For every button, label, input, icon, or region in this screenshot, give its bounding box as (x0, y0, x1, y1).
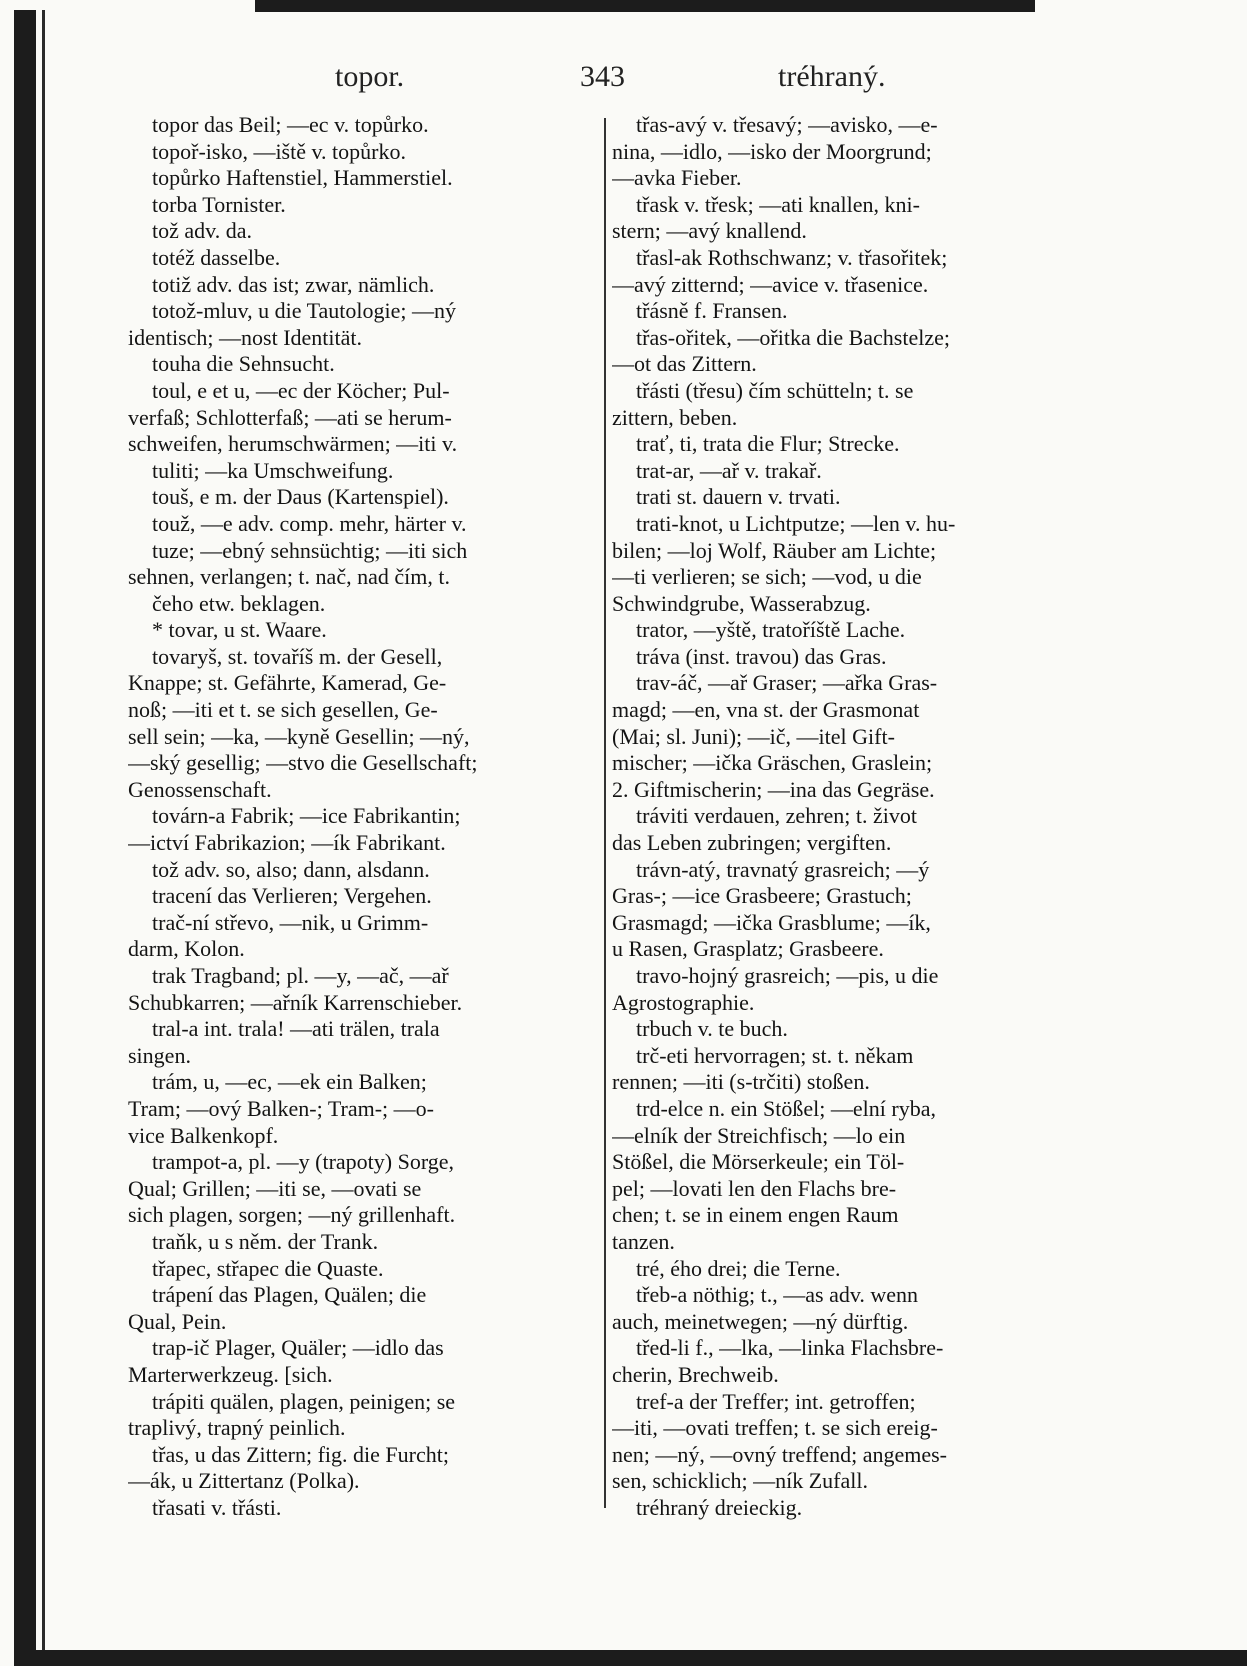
entry-line: Schwindgrube, Wasserabzug. (612, 590, 871, 616)
entry-line: topoř-isko, —iště v. topůrko. (152, 138, 406, 164)
entry-line: tré, ého drei; die Terne. (636, 1255, 841, 1281)
header-right-word: tréhraný. (778, 60, 886, 93)
entry-line: třas-avý v. třesavý; —avisko, —e- (636, 112, 938, 137)
entry-line: trati st. dauern v. trvati. (636, 484, 841, 510)
entry-line: magd; —en, vna st. der Grasmonat (612, 697, 920, 723)
entry-line: tanzen. (612, 1228, 675, 1254)
entry-line: třasl-ak Rothschwanz; v. třasořitek; (636, 244, 948, 270)
entry-line: identisch; —nost Identität. (128, 324, 363, 350)
entry-line: Genossenschaft. (128, 776, 272, 802)
entry-line: —avý zitternd; —avice v. třasenice. (612, 271, 929, 297)
entry-line: trator, —yště, tratoříště Lache. (636, 617, 906, 643)
entry-line: trávn-atý, travnatý grasreich; —ý (636, 856, 930, 882)
entry-line: bilen; —loj Wolf, Räuber am Lichte; (612, 537, 937, 563)
entry-line: —ictví Fabrikazion; —ík Fabrikant. (128, 830, 446, 856)
entry-line: —ti verlieren; se sich; —vod, u die (612, 564, 922, 590)
entry-line: totéž dasselbe. (152, 244, 281, 270)
entry-line: trav-áč, —ař Graser; —ařka Gras- (636, 670, 938, 696)
entry-line: Grasmagd; —ička Grasblume; —ík, (612, 909, 931, 935)
entry-line: Qual, Pein. (128, 1308, 227, 1334)
entry-line: mischer; —ička Gräschen, Graslein; (612, 750, 933, 776)
entry-line: —iti, —ovati treffen; t. se sich ereig- (612, 1415, 938, 1441)
entry-line: singen. (128, 1042, 191, 1068)
entry-line: verfaß; Schlotterfaß; —ati se herum- (128, 404, 452, 430)
entry-line: * tovar, u st. Waare. (152, 617, 327, 643)
entry-line: topor das Beil; —ec v. topůrko. (152, 112, 429, 137)
entry-line: toul, e et u, —ec der Köcher; Pul- (152, 377, 450, 403)
entry-line: tracení das Verlieren; Vergehen. (152, 883, 432, 909)
entry-line: schweifen, herumschwärmen; —iti v. (128, 431, 458, 457)
entry-line: trč-eti hervorragen; st. t. někam (636, 1042, 914, 1068)
column-divider (604, 118, 606, 1508)
entry-line: trbuch v. te buch. (636, 1016, 788, 1042)
scan-border-top (255, 0, 1035, 12)
entry-line: trak Tragband; pl. —y, —ač, —ař (152, 963, 449, 988)
entry-line: třas, u das Zittern; fig. die Furcht; (152, 1441, 449, 1467)
entry-line: sell sein; —ka, —kyně Gesellin; —ný, (128, 723, 470, 749)
entry-line: trať, ti, trata die Flur; Strecke. (636, 431, 900, 457)
entry-line: trač-ní střevo, —nik, u Grimm- (152, 909, 429, 935)
entry-line: trám, u, —ec, —ek ein Balken; (152, 1069, 427, 1095)
entry-line: trápiti quälen, plagen, peinigen; se (152, 1388, 456, 1414)
entry-line: darm, Kolon. (128, 936, 245, 962)
entry-line: Agrostographie. (612, 989, 755, 1015)
entry-line: cherin, Brechweib. (612, 1361, 779, 1387)
entry-line: třásně f. Fransen. (636, 298, 788, 324)
left-column (128, 112, 598, 1521)
entry-line: topůrko Haftenstiel, Hammerstiel. (152, 165, 453, 191)
page-number: 343 (580, 60, 625, 93)
entry-line: —ák, u Zittertanz (Polka). (128, 1468, 360, 1494)
entry-line: traňk, u s něm. der Trank. (152, 1228, 379, 1254)
entry-line: tovaryš, st. tovaříš m. der Gesell, (152, 643, 443, 669)
scan-border-bottom (14, 1650, 1247, 1666)
entry-line: (Mai; sl. Juni); —ič, —itel Gift- (612, 723, 895, 749)
entry-line: tral-a int. trala! —ati trälen, trala (152, 1016, 440, 1042)
entry-line: pel; —lovati len den Flachs bre- (612, 1175, 897, 1201)
entry-line: touha die Sehnsucht. (152, 351, 335, 377)
entry-line: rennen; —iti (s-trčiti) stoßen. (612, 1069, 870, 1095)
entry-line: trat-ar, —ař v. trakař. (636, 457, 822, 483)
scan-border-left (14, 10, 36, 1660)
entry-line: trápení das Plagen, Quälen; die (152, 1282, 427, 1308)
entry-line: třasati v. třásti. (152, 1494, 282, 1520)
entry-line: třask v. třesk; —ati knallen, kni- (636, 191, 920, 217)
entry-line: továrn-a Fabrik; —ice Fabrikantin; (152, 803, 461, 829)
entry-line: Gras-; —ice Grasbeere; Grastuch; (612, 883, 912, 909)
entry-line: tréhraný dreieckig. (636, 1494, 803, 1520)
entry-line: —ský gesellig; —stvo die Gesellschaft; (128, 750, 478, 776)
entry-line: nen; —ný, —ovný treffend; angemes- (612, 1441, 948, 1467)
entry-line: Schubkarren; —ařník Karrenschieber. (128, 989, 463, 1015)
entry-line: Stößel, die Mörserkeule; ein Töl- (612, 1149, 905, 1175)
entry-line: torba Tornister. (152, 191, 286, 217)
entry-line: stern; —avý knallend. (612, 218, 807, 244)
entry-line: das Leben zubringen; vergiften. (612, 830, 892, 856)
entry-line: trampot-a, pl. —y (trapoty) Sorge, (152, 1149, 455, 1175)
entry-line: auch, meinetwegen; —ný dürftig. (612, 1308, 909, 1334)
entry-line: 2. Giftmischerin; —ina das Gegräse. (612, 776, 935, 802)
entry-line: tuliti; —ka Umschweifung. (152, 457, 394, 483)
entry-line: totiž adv. das ist; zwar, nämlich. (152, 271, 435, 297)
entry-line: noß; —iti et t. se sich gesellen, Ge- (128, 697, 438, 723)
entry-line: trap-ič Plager, Quäler; —idlo das (152, 1335, 444, 1361)
entry-line: třeb-a nöthig; t., —as adv. wenn (636, 1282, 919, 1308)
entry-line: Marterwerkzeug. [sich. (128, 1361, 333, 1387)
entry-line: zittern, beben. (612, 404, 738, 430)
entry-line: Qual; Grillen; —iti se, —ovati se (128, 1175, 422, 1201)
entry-line: vice Balkenkopf. (128, 1122, 279, 1148)
entry-line: třas-ořitek, —ořitka die Bachstelze; (636, 324, 950, 350)
entry-line: tráva (inst. travou) das Gras. (636, 643, 887, 669)
entry-line: chen; t. se in einem engen Raum (612, 1202, 899, 1228)
entry-line: u Rasen, Grasplatz; Grasbeere. (612, 936, 884, 962)
entry-line: nina, —idlo, —isko der Moorgrund; (612, 138, 932, 164)
entry-line: sehnen, verlangen; t. nač, nad čím, t. (128, 564, 450, 590)
right-column (612, 112, 1084, 1521)
entry-line: —elník der Streichfisch; —lo ein (612, 1122, 906, 1148)
entry-line: totož-mluv, u die Tautologie; —ný (152, 298, 456, 324)
entry-line: třed-li f., —lka, —linka Flachsbre- (636, 1335, 944, 1361)
entry-line: sen, schicklich; —ník Zufall. (612, 1468, 868, 1494)
entry-line: třapec, střapec die Quaste. (152, 1255, 384, 1281)
entry-line: tuze; —ebný sehnsüchtig; —iti sich (152, 537, 468, 563)
entry-line: trati-knot, u Lichtputze; —len v. hu- (636, 510, 956, 536)
entry-line: tož adv. so, also; dann, alsdann. (152, 856, 430, 882)
header-left-word: topor. (335, 60, 405, 93)
entry-line: sich plagen, sorgen; —ný grillenhaft. (128, 1202, 456, 1228)
page-header (0, 60, 1247, 100)
entry-line: traplivý, trapný peinlich. (128, 1415, 346, 1441)
scan-border-left-inner (42, 10, 45, 1660)
entry-line: Knappe; st. Gefährte, Kamerad, Ge- (128, 670, 447, 696)
entry-line: tráviti verdauen, zehren; t. život (636, 803, 917, 829)
entry-line: touš, e m. der Daus (Kartenspiel). (152, 484, 449, 510)
entry-line: tož adv. da. (152, 218, 252, 244)
entry-line: touž, —e adv. comp. mehr, härter v. (152, 510, 467, 536)
entry-line: Tram; —ový Balken-; Tram-; —o- (128, 1095, 434, 1121)
entry-line: —ot das Zittern. (612, 351, 757, 377)
entry-line: trd-elce n. ein Stößel; —elní ryba, (636, 1095, 936, 1121)
entry-line: travo-hojný grasreich; —pis, u die (636, 963, 939, 988)
entry-line: třásti (třesu) čím schütteln; t. se (636, 377, 914, 403)
entry-line: —avka Fieber. (612, 165, 742, 191)
entry-line: čeho etw. beklagen. (152, 590, 326, 616)
entry-line: tref-a der Treffer; int. getroffen; (636, 1388, 916, 1414)
